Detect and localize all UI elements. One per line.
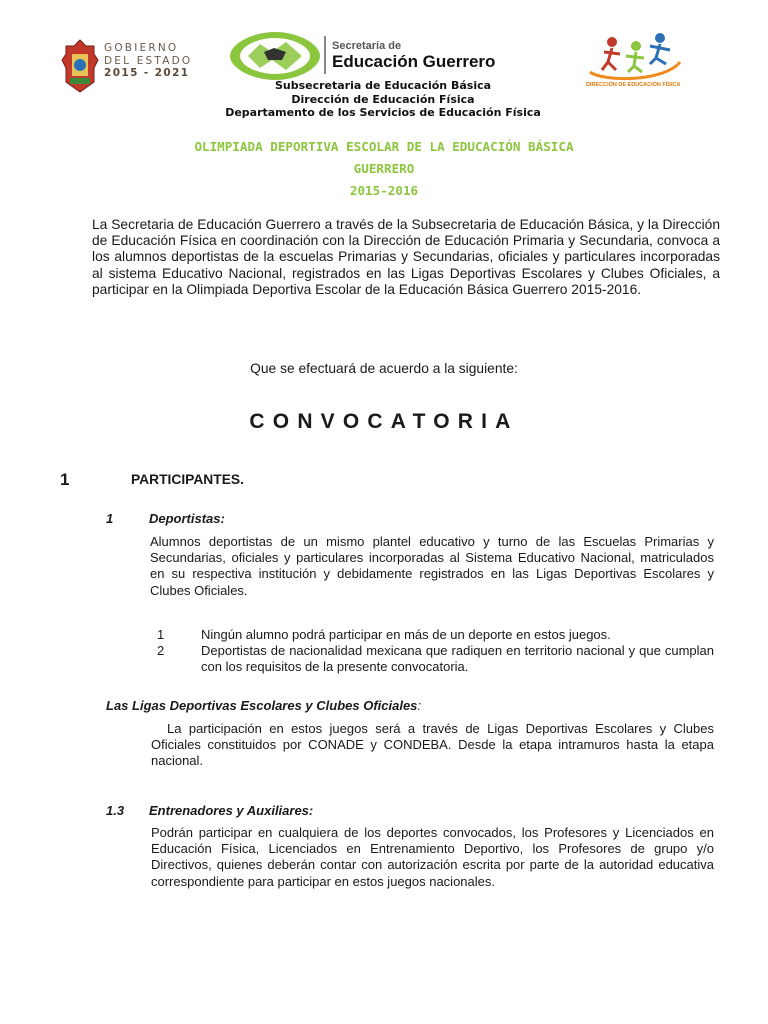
- intro-paragraph: La Secretaria de Educación Guerrero a través de la Subsecretaria de Educación Básica, y la Dirección de Educación Física en coordinación con la Dirección de Educación Primaria y Secundaria, convoca a los alumnos deportistas de la escuelas Primarias y Secundarias, oficiales y particulares incorporadas al sistema Educativo Nacional, registrados en las Ligas Deportivas Escolares y Clubes Oficiales, a participar en la Olimpiada Deportiva Escolar de la Educación Básica Guerrero 2015-2016.: [92, 217, 720, 297]
- list-item-2-text: Deportistas de nacionalidad mexicana que radiquen en territorio nacional y que cumplan con los requisitos de la presente convocatoria.: [201, 643, 714, 675]
- section-1-number: 1: [60, 470, 70, 489]
- ef-logo-caption: DIRECCIÓN DE EDUCACIÓN FÍSICA: [586, 82, 681, 88]
- departamento-line: Departamento de los Servicios de Educación Física: [225, 106, 541, 119]
- deportistas-paragraph: Alumnos deportistas de un mismo plantel educativo y turno de las Escuelas Primarias y Secundarias, oficiales y particulares incorporadas al Sistema Educativo Nacional, matriculados en su respectiva institución y debidamente registrados en las Ligas Deportivas Escolares y Clubes Oficiales.: [150, 534, 714, 598]
- guerrero-emblem-icon: [228, 30, 322, 82]
- sub-3-number: 1.3: [106, 803, 125, 818]
- section-1-heading: PARTICIPANTES.: [131, 472, 244, 487]
- gov-logo-text: GOBIERNO DEL ESTADO 2015 - 2021: [104, 42, 193, 79]
- ligas-heading-colon: :: [417, 698, 422, 713]
- subsecretaria-line: Subsecretaria de Educación Básica: [274, 79, 492, 92]
- header-subtitles: [150, 79, 616, 120]
- list-item-1-text: Ningún alumno podrá participar en más de un deporte en estos juegos.: [201, 627, 611, 642]
- convocatoria-heading: CONVOCATORIA: [249, 410, 519, 433]
- list-item-2-number: 2: [157, 643, 165, 658]
- state-shield-icon: [60, 38, 100, 94]
- educacion-guerrero-text: Educación Guerrero: [332, 52, 496, 71]
- lead-line: Que se efectuará de acuerdo a la siguiente:: [250, 361, 518, 376]
- logo-divider: [324, 36, 326, 74]
- doc-title-line2: GUERRERO: [353, 161, 415, 176]
- ligas-heading: [106, 698, 421, 713]
- ligas-paragraph: La participación en estos juegos será a través de Ligas Deportivas Escolares y Clubes Oficiales constituidos por CONADE y CONDEBA. Desde la etapa intramuros hasta la etapa nacional.: [151, 721, 714, 769]
- direccion-line: Dirección de Educación Física: [291, 92, 475, 106]
- entrenadores-paragraph: Podrán participar en cualquiera de los deportes convocados, los Profesores y Licenciados en Educación Física, Licenciados en Entrenamiento Deportivo, los Profesores de grupo y/o Directivos, quienes deberán contar con autorización escrita por parte de la autoridad educativa correspondiente para participar en estos juegos nacionales.: [151, 825, 714, 889]
- ligas-heading-text: Las Ligas Deportivas Escolares y Clubes Oficiales: [106, 698, 418, 713]
- doc-title-line3: 2015-2016: [349, 183, 419, 198]
- sub-1-heading: Deportistas:: [149, 511, 225, 526]
- list-item-1-number: 1: [157, 627, 165, 642]
- secretaria-text: Secretaría de: [332, 40, 402, 52]
- sub-3-heading: Entrenadores y Auxiliares:: [149, 803, 314, 818]
- doc-title-line1: OLIMPIADA DEPORTIVA ESCOLAR DE LA EDUCACIÓN BÁSICA: [194, 139, 574, 154]
- athletes-icon: [584, 28, 684, 84]
- sub-1-number: 1: [106, 511, 114, 526]
- secretaria-educacion-logo: [228, 30, 528, 82]
